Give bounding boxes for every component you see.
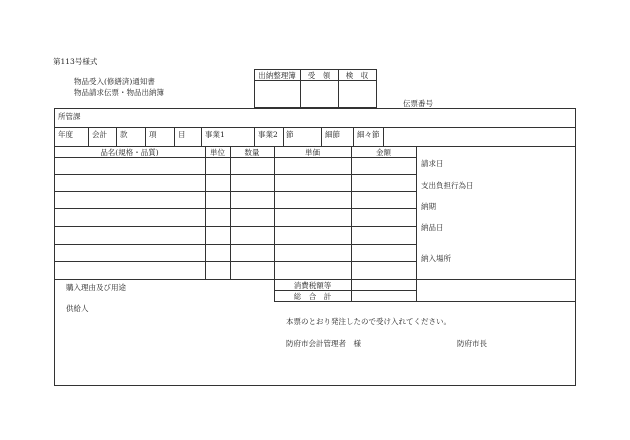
total-label: 総 合 計 bbox=[293, 292, 332, 301]
budget-project2-header: 事業2 bbox=[258, 130, 278, 139]
form-title-line1: 物品受入(修繕済)通知書 bbox=[74, 77, 155, 86]
delivery-deadline-label: 納期 bbox=[421, 202, 436, 211]
stamp-inspect-label: 検 収 bbox=[345, 71, 369, 80]
budget-kou-header: 項 bbox=[149, 130, 157, 139]
tax-label: 消費税額等 bbox=[293, 281, 332, 290]
form-title-line2: 物品請求伝票・物品出納簿 bbox=[74, 88, 164, 97]
form-number: 第113号様式 bbox=[53, 57, 98, 66]
delivery-date-label: 納品日 bbox=[421, 223, 444, 232]
request-date-label: 請求日 bbox=[421, 159, 444, 168]
stamp-ledger-label: 出納整理簿 bbox=[258, 71, 296, 80]
order-instruction-text: 本票のとおり発注したので受け入れてください。 bbox=[286, 317, 451, 326]
mayor-label: 防府市長 bbox=[457, 339, 487, 348]
budget-moku-header: 目 bbox=[178, 130, 186, 139]
budget-saisetsu-header: 細節 bbox=[325, 130, 340, 139]
item-amount-header: 金額 bbox=[376, 148, 391, 157]
budget-project1-header: 事業1 bbox=[205, 130, 225, 139]
stamp-receive-label: 受 領 bbox=[307, 71, 331, 80]
obligation-date-label: 支出負担行為日 bbox=[421, 181, 474, 190]
budget-account-header: 会計 bbox=[92, 130, 107, 139]
delivery-place-label: 納入場所 bbox=[421, 254, 451, 263]
jurisdiction-label: 所管課 bbox=[58, 112, 81, 121]
treasurer-label: 防府市会計管理者 様 bbox=[286, 339, 361, 348]
budget-kan-header: 款 bbox=[120, 130, 128, 139]
budget-saisaisetsu-header: 細々節 bbox=[357, 130, 380, 139]
item-unit-header: 単位 bbox=[210, 148, 225, 157]
budget-setsu-header: 節 bbox=[286, 130, 294, 139]
supplier-label: 供給人 bbox=[66, 304, 89, 313]
purpose-label: 購入理由及び用途 bbox=[66, 283, 126, 292]
item-name-header: 品名(規格・品質) bbox=[100, 148, 159, 157]
budget-year-header: 年度 bbox=[58, 130, 73, 139]
item-price-header: 単価 bbox=[305, 148, 320, 157]
item-qty-header: 数量 bbox=[244, 148, 260, 157]
slip-number-label: 伝票番号 bbox=[403, 99, 433, 108]
